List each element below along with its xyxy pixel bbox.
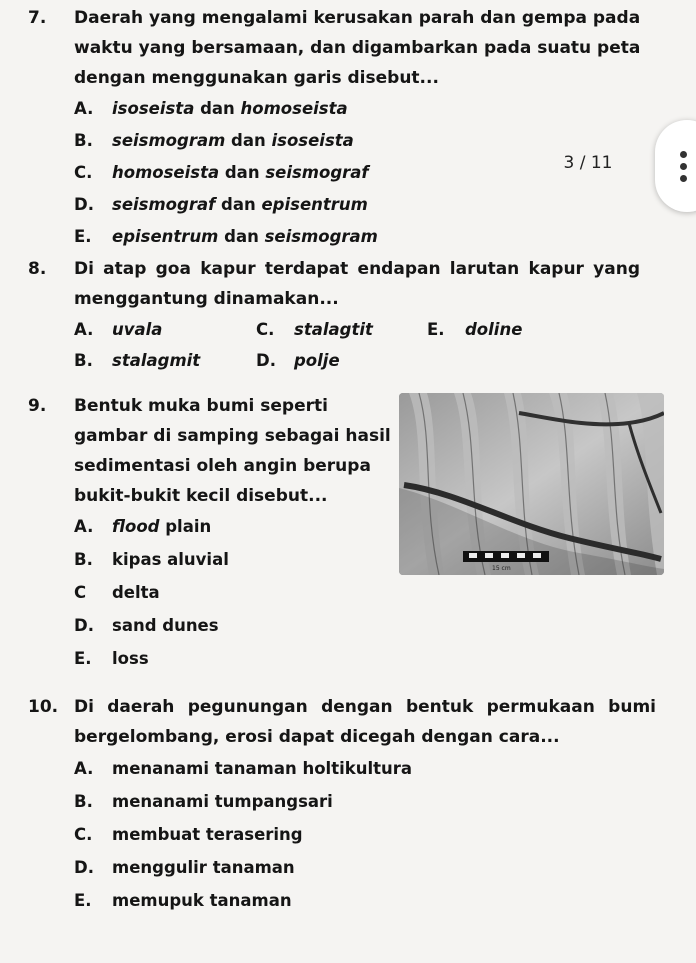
option-c[interactable] <box>74 163 369 182</box>
option-e[interactable] <box>74 891 292 910</box>
option-text: memupuk tanaman <box>112 891 292 910</box>
option-a[interactable] <box>74 99 348 118</box>
option-term: homoseista <box>112 163 220 182</box>
loess-photo-graphic <box>399 393 664 575</box>
option-a[interactable] <box>74 320 162 339</box>
option-term: seismogram <box>264 227 378 246</box>
option-text: stalagtit <box>294 320 373 339</box>
option-text: membuat terasering <box>112 825 303 844</box>
option-conjunction: dan <box>218 227 265 246</box>
option-text: menanami tumpangsari <box>112 792 333 811</box>
option-text: plain <box>159 517 212 536</box>
option-b[interactable] <box>74 550 229 569</box>
option-letter: B. <box>74 131 93 150</box>
option-e[interactable] <box>74 649 149 668</box>
option-text: polje <box>294 351 340 370</box>
question-number: 8. <box>28 259 47 279</box>
question-text-line: dengan menggunakan garis disebut... <box>74 68 439 88</box>
question-text-line: Bentuk muka bumi seperti <box>74 396 328 416</box>
option-letter: A. <box>74 320 94 339</box>
question-text-line: Daerah yang mengalami kerusakan parah dan gempa pada <box>74 8 641 28</box>
question-text-line: waktu yang bersamaan, dan digambarkan pada suatu peta <box>74 38 641 58</box>
option-letter: E. <box>74 227 92 246</box>
question-text-line: bergelombang, erosi dapat dicegah dengan cara... <box>74 727 560 747</box>
page-indicator: 3 / 11 <box>563 153 613 173</box>
option-letter: A. <box>74 759 94 778</box>
option-text: kipas aluvial <box>112 550 229 569</box>
option-conjunction: dan <box>225 131 272 150</box>
option-c[interactable] <box>74 825 303 844</box>
scale-label: 15 cm <box>492 565 511 572</box>
question-number: 9. <box>28 396 47 416</box>
option-d[interactable] <box>74 616 219 635</box>
option-term: episentrum <box>261 195 368 214</box>
option-term: isoseista <box>112 99 195 118</box>
option-d[interactable] <box>256 351 340 370</box>
option-conjunction: dan <box>219 163 266 182</box>
option-letter: E. <box>74 649 92 668</box>
option-term: seismogram <box>112 131 226 150</box>
option-b[interactable] <box>74 131 354 150</box>
question-number: 7. <box>28 8 47 28</box>
option-letter: E. <box>427 320 445 339</box>
option-e[interactable] <box>74 227 378 246</box>
more-options-button[interactable] <box>655 120 696 212</box>
option-letter: C <box>74 583 87 602</box>
menu-dot <box>680 163 687 170</box>
option-letter: D. <box>74 858 94 877</box>
option-text: sand dunes <box>112 616 219 635</box>
option-letter: A. <box>74 517 94 536</box>
option-text: menanami tanaman holtikultura <box>112 759 413 778</box>
option-letter: D. <box>256 351 276 370</box>
menu-dot <box>680 175 687 182</box>
option-term: isoseista <box>271 131 354 150</box>
option-d[interactable] <box>74 195 368 214</box>
menu-dot <box>680 151 687 158</box>
loess-photo <box>399 393 664 575</box>
question-number: 10. <box>28 697 59 717</box>
option-letter: D. <box>74 616 94 635</box>
question-text-line: Di atap goa kapur terdapat endapan larutan kapur yang <box>74 259 640 279</box>
option-d[interactable] <box>74 858 295 877</box>
option-letter: B. <box>74 792 93 811</box>
option-term: seismograf <box>112 195 216 214</box>
option-a[interactable] <box>74 517 211 536</box>
option-text: delta <box>112 583 160 602</box>
option-term: seismograf <box>265 163 369 182</box>
option-term: episentrum <box>112 227 219 246</box>
question-text-line: gambar di samping sebagai hasil <box>74 426 391 446</box>
option-e[interactable] <box>427 320 522 339</box>
option-text: doline <box>465 320 523 339</box>
option-letter: E. <box>74 891 92 910</box>
question-text-line: sedimentasi oleh angin berupa <box>74 456 371 476</box>
option-letter: B. <box>74 550 93 569</box>
question-text-line: menggantung dinamakan... <box>74 289 339 309</box>
option-b[interactable] <box>74 351 200 370</box>
option-text: loss <box>112 649 149 668</box>
option-letter: C. <box>74 825 93 844</box>
question-text-line: Di daerah pegunungan dengan bentuk permukaan bumi <box>74 697 656 717</box>
option-a[interactable] <box>74 759 412 778</box>
option-text: stalagmit <box>112 351 201 370</box>
option-letter: C. <box>256 320 275 339</box>
option-conjunction: dan <box>215 195 262 214</box>
option-letter: D. <box>74 195 94 214</box>
option-text: uvala <box>112 320 163 339</box>
option-text: menggulir tanaman <box>112 858 295 877</box>
option-letter: B. <box>74 351 93 370</box>
option-conjunction: dan <box>194 99 241 118</box>
option-letter: A. <box>74 99 94 118</box>
option-c[interactable] <box>256 320 373 339</box>
option-text: flood <box>112 517 160 536</box>
option-term: homoseista <box>240 99 348 118</box>
option-b[interactable] <box>74 792 333 811</box>
question-text-line: bukit-bukit kecil disebut... <box>74 486 328 506</box>
option-c[interactable] <box>74 583 160 602</box>
option-letter: C. <box>74 163 93 182</box>
